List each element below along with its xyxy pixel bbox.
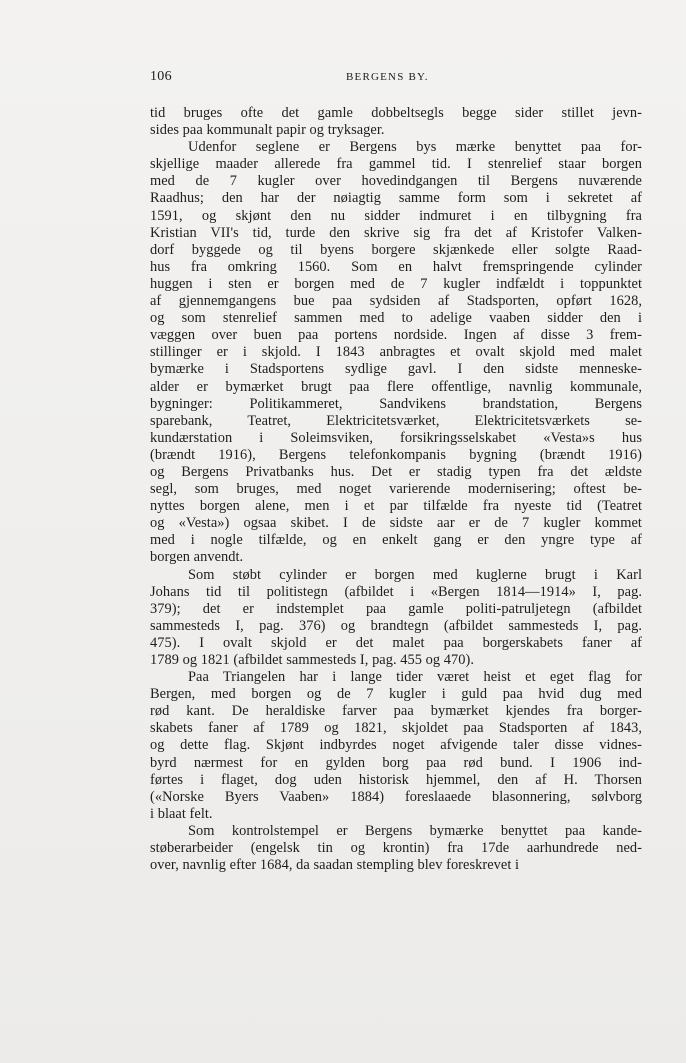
text-line: alder er bymærket brugt paa flere offentlige, navnlig kommunale, — [150, 378, 642, 395]
text-line: 475). I ovalt skjold er det malet paa borgerskabets faner af — [150, 634, 642, 651]
text-line: rød kant. De heraldiske farver paa bymærket kjendes fra borger- — [150, 703, 642, 720]
text-line: støberarbeider (engelsk tin og krontin) fra 17de aarhundrede ned- — [150, 840, 642, 857]
text-line: Kristian VII's tid, turde den skrive sig fra det af Kristofer Valken- — [150, 224, 642, 241]
text-line: Johans tid til politistegn (afbildet i «Bergen 1814—1914» I, pag. — [150, 583, 642, 600]
text-line: 1789 og 1821 (afbildet sammesteds I, pag. 455 og 470). — [150, 652, 475, 668]
text-line: over, navnlig efter 1684, da saadan stempling blev foreskrevet i — [150, 857, 520, 874]
text-line: (brændt 1916), Bergens telefonkompanis bygning (brændt 1916) — [150, 446, 642, 463]
text-line: Som støbt cylinder er borgen med kuglerne brugt i Karl — [188, 566, 642, 583]
text-line: Paa Triangelen har i lange tider været heist et eget flag for — [188, 669, 642, 686]
text-line: Som kontrolstempel er Bergens bymærke benyttet paa kande- — [188, 822, 642, 839]
text-line: byrd nærmest for en gylden borg paa rød bund. I 1906 ind- — [150, 754, 642, 771]
text-line: af gjennemgangens bue paa sydsiden af Stadsporten, opført 1628, — [150, 293, 642, 310]
text-line: og dette flag. Skjønt indbyrdes noget afvigende taler disse vidnes- — [150, 737, 642, 754]
text-line: og «Vesta») ogsaa skibet. I de sidste aar er de 7 kugler kommet — [150, 515, 642, 532]
text-line: 1591, og skjønt den nu sidder indmuret i en tilbygning fra — [150, 207, 642, 224]
running-title: BERGENS BY. — [346, 71, 429, 83]
text-line: tid bruges ofte det gamle dobbeltsegls begge sider stillet jevn- — [150, 105, 642, 121]
text-line: segl, som bruges, med noget varierende modernisering; oftest be- — [150, 481, 642, 498]
text-line: borgen anvendt. — [150, 549, 244, 566]
body-text — [150, 105, 642, 874]
text-line: væggen over buen paa portens nordside. Ingen af disse 3 frem- — [150, 327, 642, 344]
text-line: bymærke i Stadsportens sydlige gavl. I den sidste menneske- — [150, 361, 642, 378]
page-number: 106 — [150, 69, 172, 84]
text-line: i blaat felt. — [150, 805, 213, 822]
text-line: skabets faner af 1789 og 1821, skjoldet paa Stadsporten af 1843, — [150, 720, 642, 737]
text-line: sammesteds I, pag. 376) og brandtegn (afbildet sammesteds I, pag. — [150, 617, 642, 634]
paragraph — [150, 669, 642, 823]
text-line: med i nogle tilfælde, og en enkelt gang er den yngre type af — [150, 532, 642, 549]
text-line: sparebank, Teatret, Elektricitetsværket, Elektricitetsværkets se- — [150, 412, 642, 429]
paragraph — [150, 567, 642, 670]
paragraph — [150, 105, 642, 139]
text-line: og Bergens Privatbanks hus. Det er stadig typen fra det ældste — [150, 463, 642, 480]
text-line: dorf byggede og til byens borgere skjænkede eller solgte Raad- — [150, 241, 642, 258]
text-line: 379); det er indstemplet paa gamle politi-patruljetegn (afbildet — [150, 600, 642, 617]
text-line: stillinger er i skjold. I 1843 anbragtes et ovalt skjold med malet — [150, 344, 642, 361]
text-line: nyttes borgen alene, men i et par tilfælde fra nyeste tid (Teatret — [150, 498, 642, 515]
text-line: huggen i sten er borgen med de 7 kugler indfældt i toppunktet — [150, 275, 642, 292]
text-line: og som stenrelief sammen med to adelige vaaben sidder den i — [150, 310, 642, 327]
text-line: skjellige maader allerede fra gammel tid. I stenrelief staar borgen — [150, 156, 642, 173]
paragraph — [150, 823, 642, 874]
text-line: Raadhus; den har der nøiagtig samme form som i sekretet af — [150, 190, 642, 207]
text-line: bygninger: Politikammeret, Sandvikens brandstation, Bergens — [150, 395, 642, 412]
text-line: kundærstation i Soleimsviken, forsikringsselskabet «Vesta»s hus — [150, 429, 642, 446]
text-line: med de 7 kugler over hovedindgangen til Bergens nuværende — [150, 173, 642, 190]
paragraph — [150, 139, 642, 566]
text-line: Bergen, med borgen og de 7 kugler i guld paa hvid dug med — [150, 686, 642, 703]
text-line: sides paa kommunalt papir og tryksager. — [150, 122, 385, 139]
text-line: hus fra omkring 1560. Som en halvt fremspringende cylinder — [150, 258, 642, 275]
text-line: («Norske Byers Vaaben» 1884) foreslaaede blasonnering, sølvborg — [150, 788, 642, 805]
text-line: Udenfor seglene er Bergens bys mærke benyttet paa for- — [188, 139, 642, 156]
text-line: førtes i flaget, dog uden historisk hjemmel, den af H. Thorsen — [150, 771, 642, 788]
running-head — [150, 69, 642, 89]
